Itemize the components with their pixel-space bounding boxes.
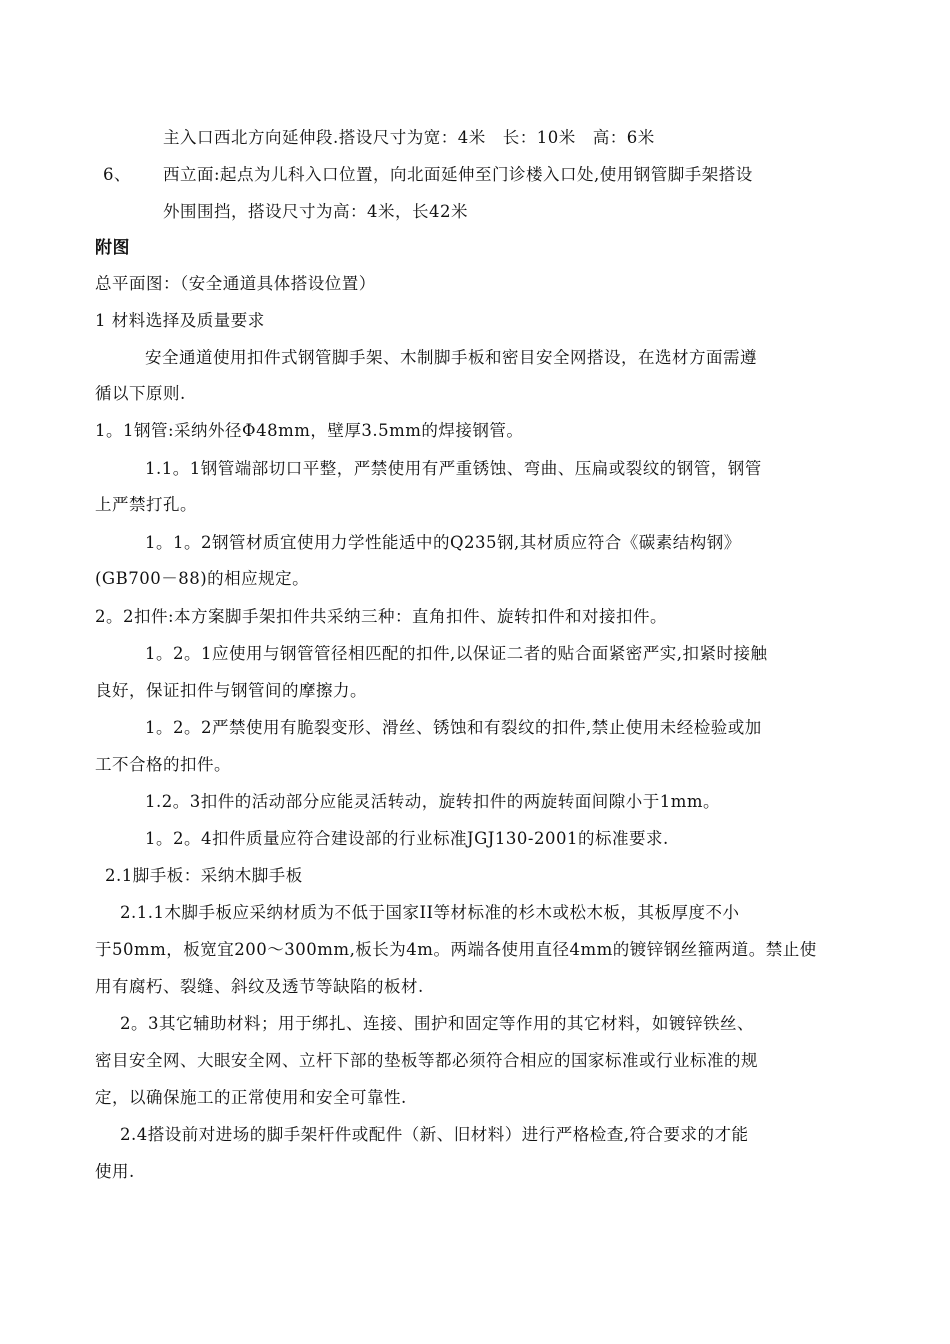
text-line: 于50mm，板宽宜200～300mm,板长为4m。两端各使用直径4mm的镀锌钢丝箍两道。禁止使 bbox=[95, 940, 817, 959]
text-line: 1。1。2钢管材质宜使用力学性能适中的Q235钢,其材质应符合《碳素结构钢》 bbox=[145, 533, 741, 552]
text-line: 1。2。1应使用与钢管管径相匹配的扣件,以保证二者的贴合面紧密严实,扣紧时接触 bbox=[145, 644, 768, 663]
text-line: 使用. bbox=[95, 1162, 135, 1181]
text-line: 西立面:起点为儿科入口位置，向北面延伸至门诊楼入口处,使用钢管脚手架搭设 bbox=[163, 165, 753, 184]
text-line: 1。2。2严禁使用有脆裂变形、滑丝、锈蚀和有裂纹的扣件,禁止使用未经检验或加 bbox=[145, 718, 762, 737]
text-line: 2.4搭设前对进场的脚手架杆件或配件（新、旧材料）进行严格检查,符合要求的才能 bbox=[120, 1125, 749, 1144]
text-line: 定，以确保施工的正常使用和安全可靠性. bbox=[95, 1088, 407, 1107]
text-line: 2。2扣件:本方案脚手架扣件共采纳三种：直角扣件、旋转扣件和对接扣件。 bbox=[95, 607, 668, 626]
text-line: 2.1.1木脚手板应采纳材质为不低于国家II等材标准的杉木或松木板，其板厚度不小 bbox=[120, 903, 740, 922]
section-heading: 2.1脚手板：采纳木脚手板 bbox=[105, 866, 303, 885]
text-line: 循以下原则. bbox=[95, 384, 186, 403]
text-line: 良好，保证扣件与钢管间的摩擦力。 bbox=[95, 681, 367, 700]
text-line: 上严禁打孔。 bbox=[95, 495, 197, 514]
section-heading: 附图 bbox=[95, 238, 130, 258]
text-line: 密目安全网、大眼安全网、立杆下部的垫板等都必须符合相应的国家标准或行业标准的规 bbox=[95, 1051, 758, 1070]
text-line: 主入口西北方向延伸段.搭设尺寸为宽：4米 长：10米 高：6米 bbox=[163, 128, 655, 147]
text-line: 1。2。4扣件质量应符合建设部的行业标准JGJ130-2001的标准要求. bbox=[145, 829, 669, 848]
text-line: 外围围挡，搭设尺寸为高：4米，长42米 bbox=[163, 202, 468, 221]
list-number: 6、 bbox=[103, 165, 131, 184]
section-heading: 1 材料选择及质量要求 bbox=[95, 311, 265, 330]
text-line: 1。1钢管:采纳外径Φ48mm，壁厚3.5mm的焊接钢管。 bbox=[95, 421, 524, 440]
text-line: (GB700－88)的相应规定。 bbox=[95, 569, 310, 588]
text-line: 工不合格的扣件。 bbox=[95, 755, 231, 774]
text-line: 安全通道使用扣件式钢管脚手架、木制脚手板和密目安全网搭设，在选材方面需遵 bbox=[145, 348, 757, 367]
text-line: 1.2。3扣件的活动部分应能灵活转动，旋转扣件的两旋转面间隙小于1mm。 bbox=[145, 792, 721, 811]
text-line: 用有腐朽、裂缝、斜纹及透节等缺陷的板材. bbox=[95, 977, 424, 996]
text-line: 2。3其它辅助材料；用于绑扎、连接、围护和固定等作用的其它材料，如镀锌铁丝、 bbox=[120, 1014, 754, 1033]
text-line: 1.1。1钢管端部切口平整，严禁使用有严重锈蚀、弯曲、压扁或裂纹的钢管，钢管 bbox=[145, 459, 762, 478]
text-line: 总平面图：（安全通道具体搭设位置） bbox=[95, 274, 376, 293]
